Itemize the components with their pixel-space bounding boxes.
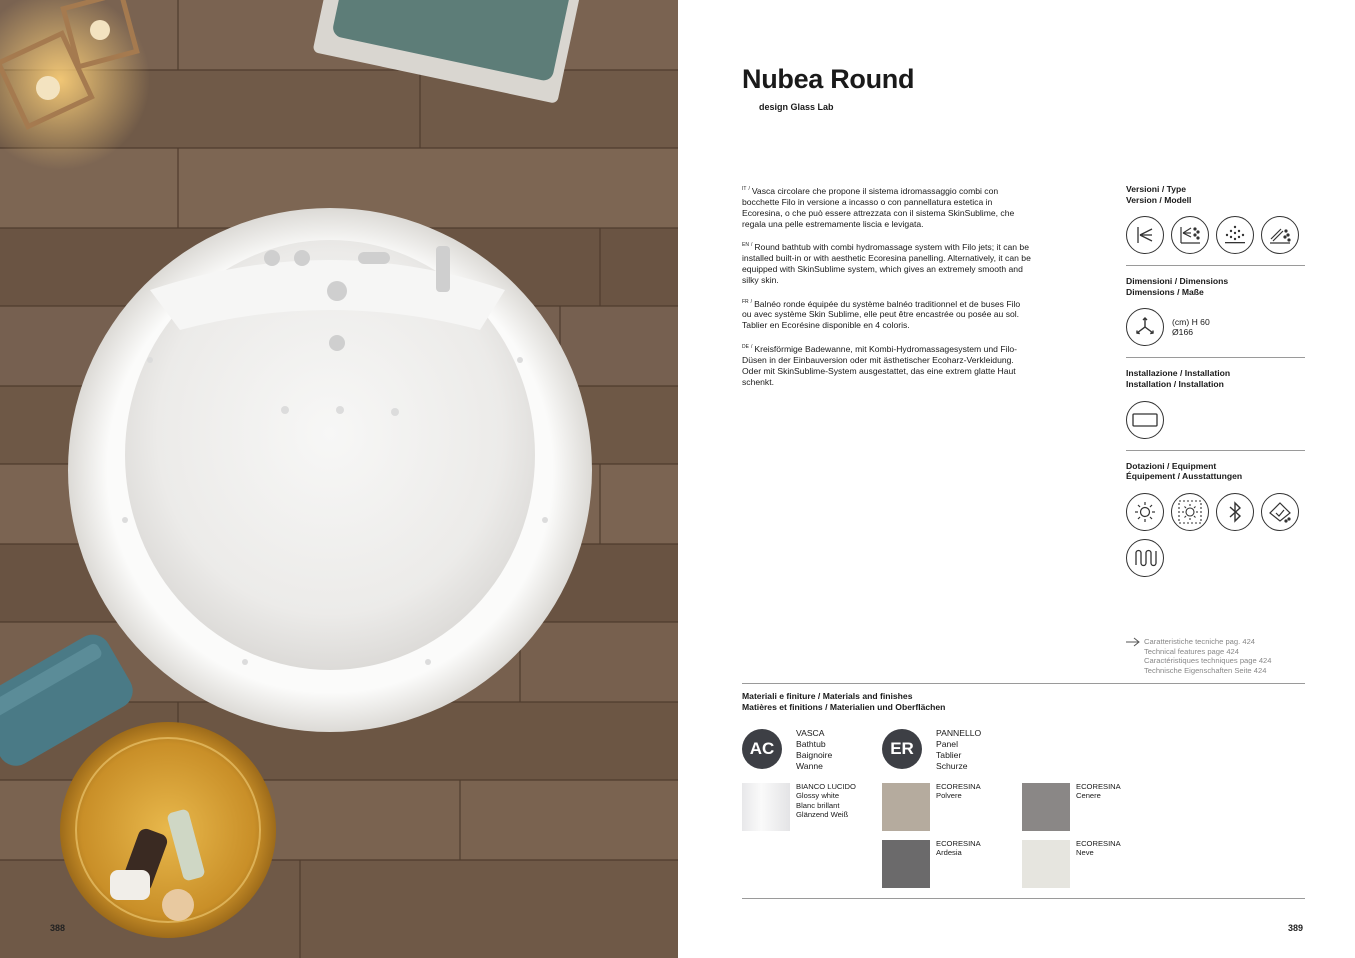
description-de: $^{DE}$ / Kreisförmige Badewanne, mit Kombi-Hydromassagesystem und Filo-Düsen in der Einbauversion oder mit ästhetischer Ecoharz-Verkleidung. Oder mit SkinSublime-System ausgestattet, das eine extrem glatte Haut schenkt.: [742, 343, 1018, 387]
led-light-icon: [1171, 493, 1209, 531]
description-it: $^{IT}$ / Vasca circolare che propone il sistema idromassaggio combi con bocchette Filo in versione a incasso o con pannellatura estetica in Ecoresina, o che può essere attrezzata con il sistema SkinSublime, che regala una pelle estremamente liscia e levigata.: [742, 185, 1015, 229]
panel-material-label: PANNELLO Panel Tablier Schurze: [936, 728, 982, 771]
divider: [742, 683, 1305, 684]
description-en: $^{EN}$ / Round bathtub with combi hydromassage system with Filo jets; it can be installed built-in or with aesthetic Ecoresina panelling. Alternatively, it can be equipped with SkinSublime system, which gives an extremely smooth and silky skin.: [742, 242, 1031, 285]
sanitizing-icon: [1261, 493, 1299, 531]
tech-ref-de: Technische Eigenschaften Seite 424: [1144, 665, 1267, 675]
material-badge-ac: AC: [742, 729, 782, 769]
dimensions-heading: Dimensioni / Dimensions Dimensions / Maße: [1126, 276, 1229, 297]
swatch-polvere: [882, 783, 930, 831]
swatch-glossy-white: [742, 783, 790, 831]
tech-ref-it: Caratteristiche tecniche pag. 424: [1144, 637, 1256, 646]
description-fr: $^{FR}$ / Balnéo ronde équipée du système balnéo traditionnel et de buses Filo ou avec système Skin Sublime, elle peut être encastrée ou posée au sol. Tablier en Ecorésine disponible en 4 coloris.: [742, 298, 1021, 331]
product-description: [742, 184, 1032, 398]
material-badge-er: ER: [882, 729, 922, 769]
swatch-cenere: [1022, 783, 1070, 831]
page-number-right: 389: [1288, 923, 1304, 933]
bluetooth-icon: [1216, 493, 1254, 531]
swatch-cenere-label: ECORESINA Cenere: [1076, 782, 1121, 801]
skinsublime-icon: [1261, 216, 1299, 254]
filo-jets-icon: [1126, 216, 1164, 254]
airpool-icon: [1216, 216, 1254, 254]
installation-heading: Installazione / Installation Installation / Installation: [1126, 368, 1231, 389]
equipment-heading: Dotazioni / Equipment Équipement / Ausstattungen: [1126, 460, 1243, 482]
divider: [742, 898, 1305, 899]
dimensions-icon: [1126, 308, 1164, 346]
tech-ref-en: Technical features page 424: [1144, 646, 1239, 656]
heater-icon: [1126, 539, 1164, 577]
arrow-right-icon: [1126, 637, 1140, 647]
designer-credit: design Glass Lab: [759, 102, 834, 112]
materials-heading: Materiali e finiture / Materials and finishes Matières et finitions / Materialien und Oberflächen: [742, 691, 946, 712]
swatch-neve-label: ECORESINA Neve: [1076, 839, 1121, 858]
swatch-polvere-label: ECORESINA Polvere: [936, 782, 981, 801]
built-in-icon: [1126, 401, 1164, 439]
versions-heading: Versioni / Type Version / Modell: [1126, 184, 1192, 205]
versions-section: [1126, 184, 1305, 266]
technical-reference[interactable]: [1126, 637, 1272, 675]
dimensions-values: (cm) H 60 Ø166: [1172, 316, 1210, 338]
dimensions-section: [1126, 276, 1305, 358]
swatch-ardesia-label: ECORESINA Ardesia: [936, 839, 981, 858]
product-title: Nubea Round: [742, 64, 915, 94]
tub-material-label: VASCA Bathtub Baignoire Wanne: [796, 728, 833, 771]
tech-ref-fr: Caractéristiques techniques page 424: [1144, 656, 1272, 666]
installation-section: [1126, 368, 1305, 450]
chromotherapy-icon: [1126, 493, 1164, 531]
spec-sidebar: [1126, 184, 1305, 588]
equipment-section: [1126, 461, 1305, 577]
swatch-neve: [1022, 840, 1070, 888]
page-number-left: 388: [50, 923, 66, 933]
filo-jets-air-icon: [1171, 216, 1209, 254]
swatch-glossy-white-label: BIANCO LUCIDO Glossy white Blanc brillant Glänzend Weiß: [796, 782, 856, 819]
swatch-ardesia: [882, 840, 930, 888]
